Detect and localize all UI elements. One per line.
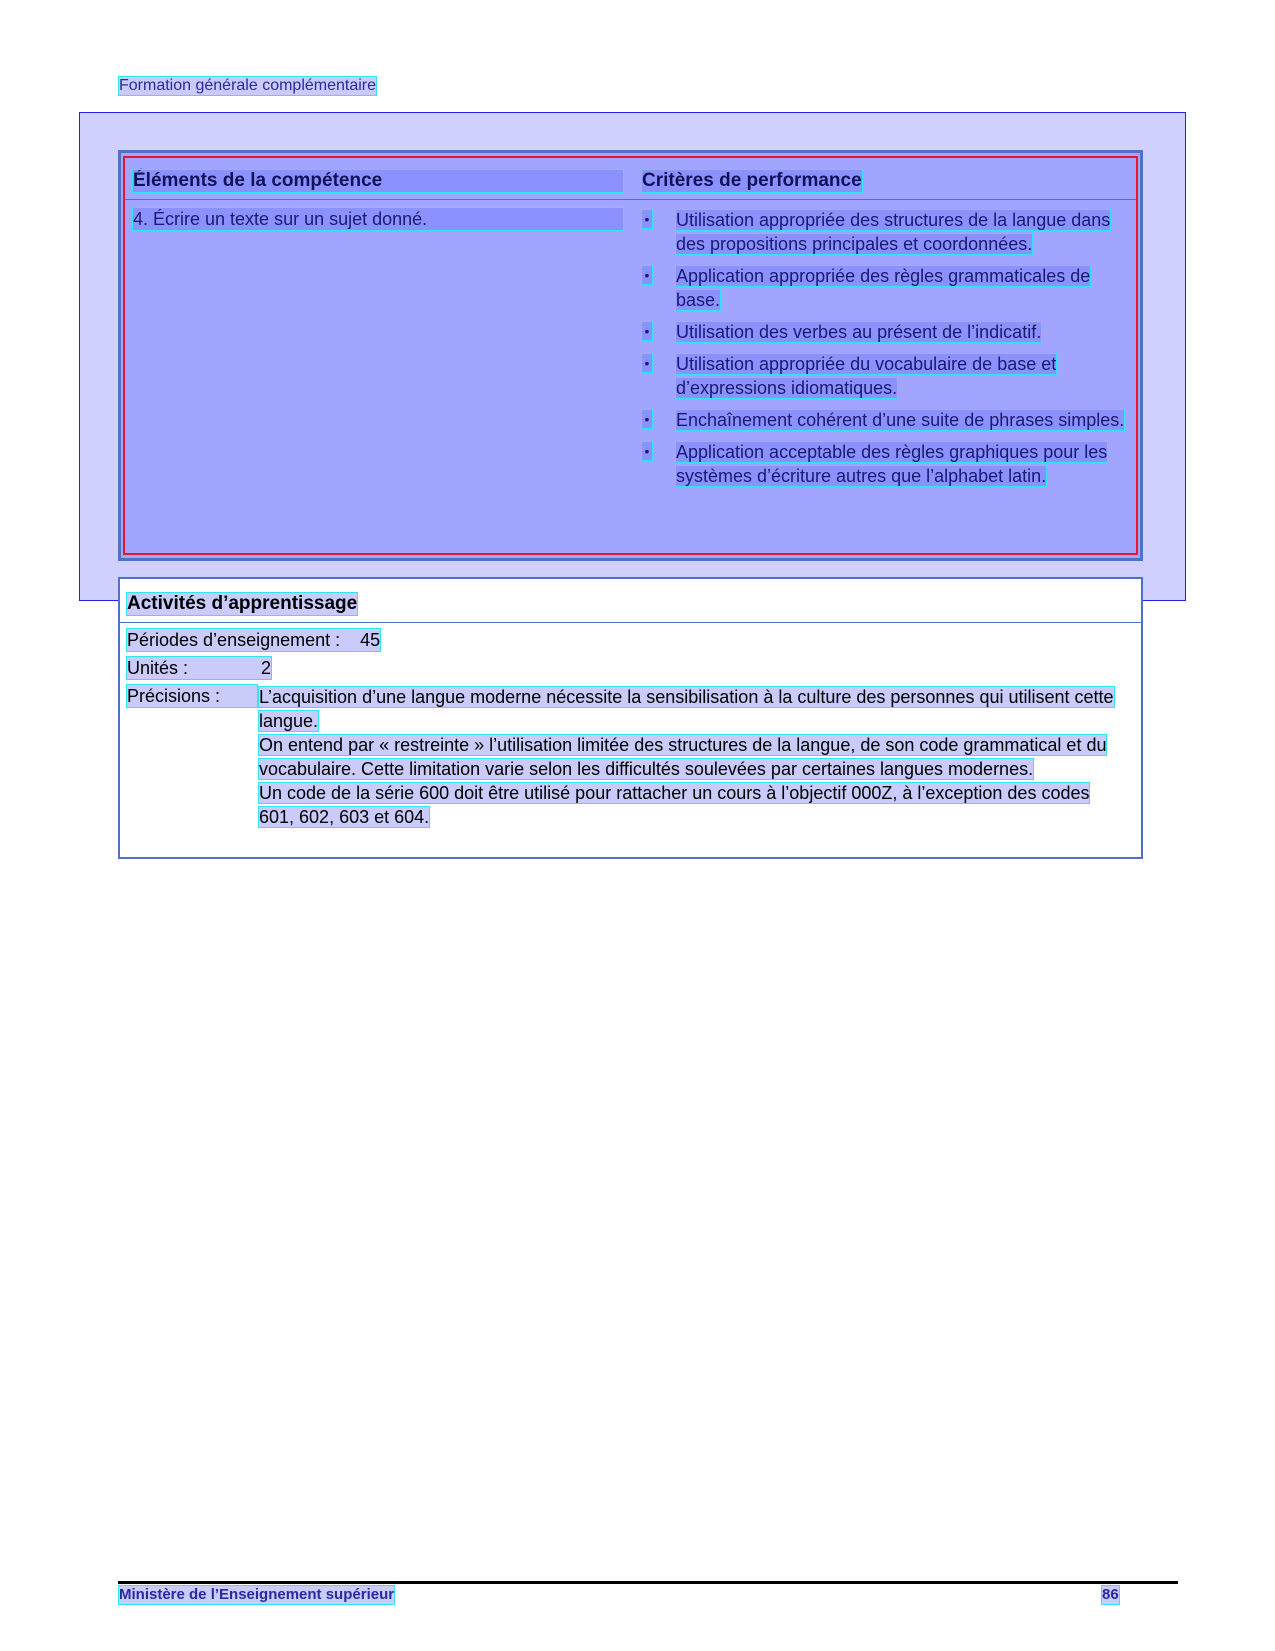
criteria-text: Enchaînement cohérent d’une suite de phrases simples. (676, 410, 1125, 430)
unites-value: 2 (261, 658, 272, 678)
periodes-label: Périodes d’enseignement : (127, 630, 341, 650)
unites-label: Unités : (127, 658, 189, 678)
precision-paragraph: Un code de la série 600 doit être utilisé pour rattacher un cours à l’objectif 000Z, à l’exception des codes 601, 602, 603 et 604. (259, 783, 1090, 827)
bullet-icon: • (642, 322, 652, 340)
activities-title: Activités d’apprentissage (127, 593, 358, 614)
criteria-text: Utilisation appropriée des structures de la langue dans des propositions principales et coordonnées. (676, 210, 1111, 254)
bullet-icon: • (642, 266, 652, 284)
competence-table-inner (123, 156, 1138, 555)
criteria-item (642, 352, 1132, 400)
criteria-text: Application appropriée des règles grammaticales de base. (676, 266, 1091, 310)
periodes-row (127, 629, 380, 651)
criteria-item (642, 408, 1132, 432)
criteria-item (642, 320, 1132, 344)
table-header-divider (125, 199, 1136, 200)
page-header-title: Formation générale complémentaire (119, 77, 377, 94)
criteria-text: Utilisation appropriée du vocabulaire de base et d’expressions idiomatiques. (676, 354, 1057, 398)
column-header-criteria: Critères de performance (642, 170, 862, 191)
criteria-text: Utilisation des verbes au présent de l’indicatif. (676, 322, 1042, 342)
criteria-list (642, 208, 1132, 496)
competence-table (118, 150, 1143, 561)
precisions-label: Précisions : (127, 685, 257, 707)
footer-ministry: Ministère de l’Enseignement supérieur (119, 1586, 395, 1603)
bullet-icon: • (642, 442, 652, 460)
criteria-item (642, 208, 1132, 256)
learning-activities-box (118, 577, 1143, 859)
criteria-text: Application acceptable des règles graphiques pour les systèmes d’écriture autres que l’alphabet latin. (676, 442, 1108, 486)
precision-paragraph: On entend par « restreinte » l’utilisation limitée des structures de la langue, de son code grammatical et du vocabulaire. Cette limitation varie selon les difficultés soulevées par certaines langues modernes. (259, 735, 1107, 779)
criteria-item (642, 264, 1132, 312)
footer-rule (118, 1581, 1178, 1584)
competence-element: 4. Écrire un texte sur un sujet donné. (133, 208, 623, 230)
bullet-icon: • (642, 354, 652, 372)
criteria-item (642, 440, 1132, 488)
periodes-value: 45 (360, 630, 381, 650)
precisions-body (259, 685, 1119, 829)
precision-paragraph: L’acquisition d’une langue moderne nécessite la sensibilisation à la culture des personnes qui utilisent cette langue. (259, 687, 1114, 731)
bullet-icon: • (642, 410, 652, 428)
column-header-elements: Éléments de la compétence (133, 170, 623, 192)
bullet-icon: • (642, 210, 652, 228)
activities-divider (120, 622, 1141, 623)
footer-page-number: 86 (1102, 1586, 1119, 1603)
unites-row (127, 657, 271, 679)
